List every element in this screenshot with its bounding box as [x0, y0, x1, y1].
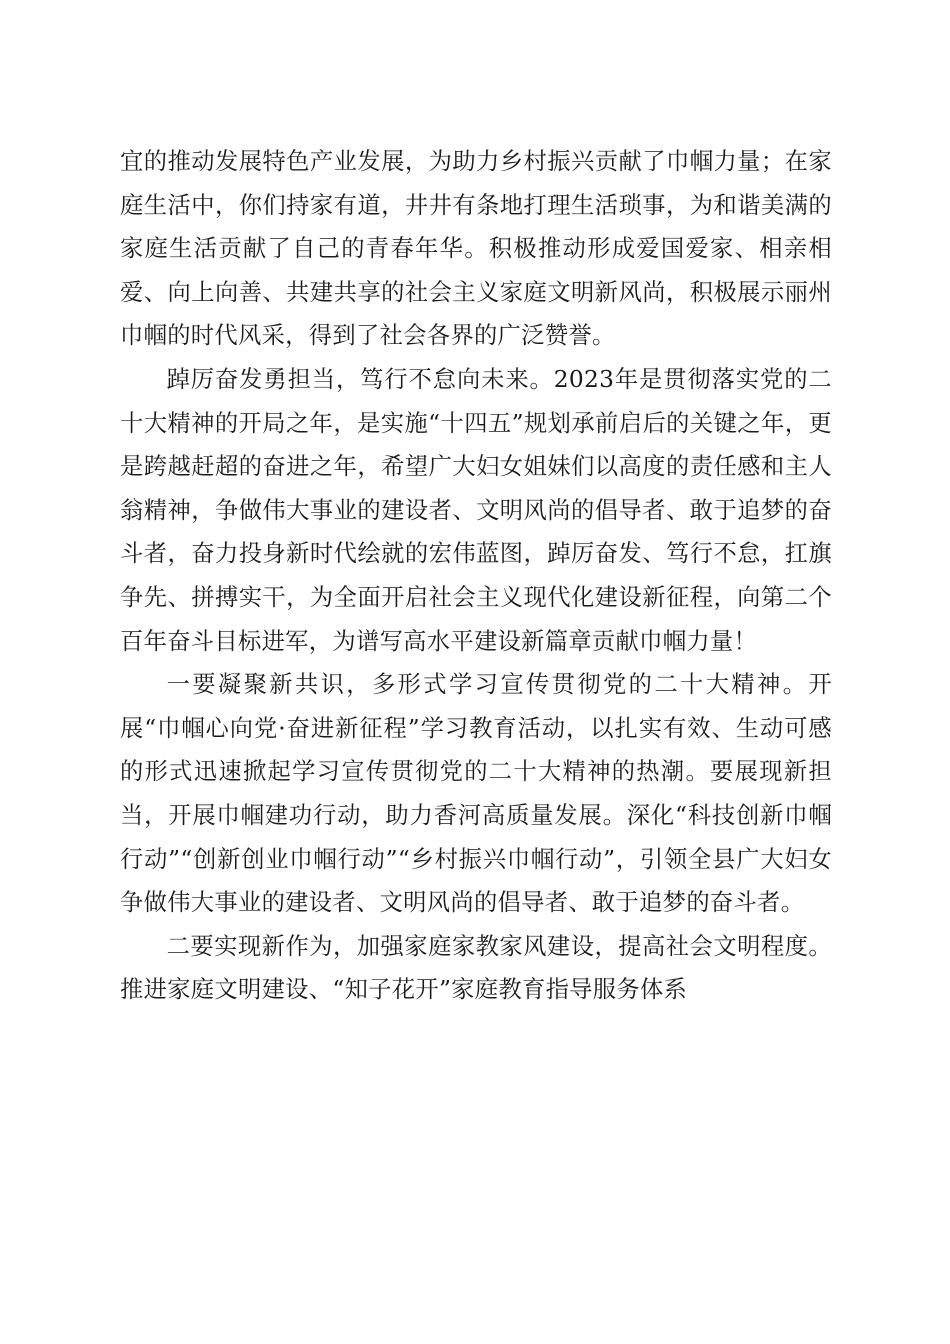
paragraph-2023-outlook: 踔厉奋发勇担当，笃行不怠向未来。2023年是贯彻落实党的二十大精神的开局之年，是实施“十四五”规划承前启后的关键之年，更是跨越赶超的奋进之年，希望广大妇女姐妹们以高度的责任感和主人翁精神，争做伟大事业的建设者、文明风尚的倡导者、敢于追梦的奋斗者，奋力投身新时代绘就的宏伟蓝图，踔厉奋发、笃行不怠，扛旗争先、拼搏实干，为全面开启社会主义现代化建设新征程，向第二个百年奋斗目标进军，为谱写高水平建设新篇章贡献巾帼力量！ [120, 365, 832, 655]
paragraph-point-two: 二要实现新作为，加强家庭家教家风建设，提高社会文明程度。推进家庭文明建设、“知子花开”家庭教育指导服务体系 [120, 932, 832, 1004]
document-body [120, 140, 832, 1012]
paragraph-point-one: 一要凝聚新共识，多形式学习宣传贯彻党的二十大精神。开展“巾帼心向党·奋进新征程”学习教育活动，以扎实有效、生动可感的形式迅速掀起学习宣传贯彻党的二十大精神的热潮。要展现新担当，开展巾帼建功行动，助力香河高质量发展。深化“科技创新巾帼行动”“创新创业巾帼行动”“乡村振兴巾帼行动”，引领全县广大妇女争做伟大事业的建设者、文明风尚的倡导者、敢于追梦的奋斗者。 [120, 671, 832, 917]
paragraph-continuation: 宜的推动发展特色产业发展，为助力乡村振兴贡献了巾帼力量；在家庭生活中，你们持家有道，井井有条地打理生活琐事，为和谐美满的家庭生活贡献了自己的青春年华。积极推动形成爱国爱家、相亲相爱、向上向善、共建共享的社会主义家庭文明新风尚，积极展示丽州巾帼的时代风采，得到了社会各界的广泛赞誉。 [120, 148, 832, 350]
